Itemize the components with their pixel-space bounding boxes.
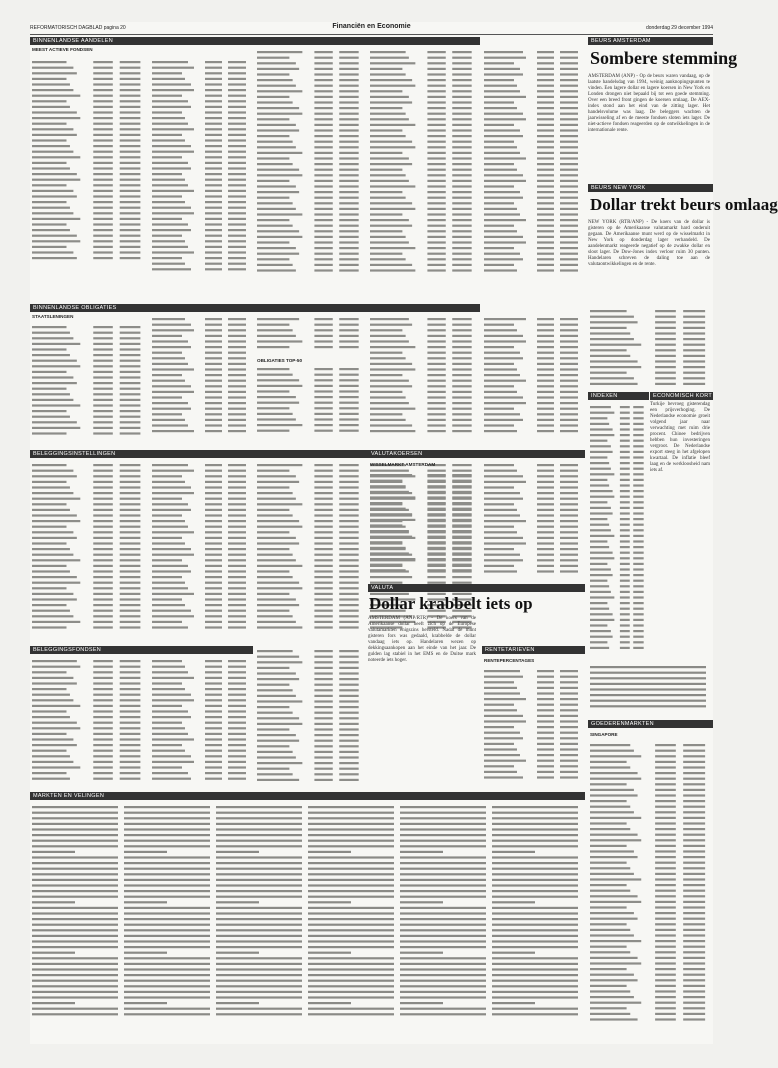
aandelen-table-5 [482,47,582,297]
masthead-date: donderdag 29 december 1994 [646,25,713,31]
valutakoersen-table-1 [368,470,476,580]
newspaper-page [30,22,778,1044]
aandelen-table-2 [150,47,250,297]
beleggingsfondsen-table-2 [150,656,250,786]
section-beurs-newyork: BEURS NEW YORK [588,184,713,192]
renten-header: RENTEPERCENTAGES [484,658,535,663]
bottom-right-text [588,662,710,712]
masthead-title: Financiën en Economie [332,23,411,30]
indexen-table [588,402,646,652]
valutakoersen-table-2 [482,460,582,580]
obligaties-table-5 [482,314,582,444]
amerikaanse-koersen-table [588,306,710,386]
valuta-header: WISSELMARKT AMSTERDAM [370,462,436,467]
amsterdam-body: AMSTERDAM (ANP) - Op de beurs waren vandaag, op de laatste handelsdag van 1994, weinig aanknopingspunten te vinden. Een lagere dollar en lagere koersen in New York en Londen drongen niet bepaald bij tot een goede stemming. Over een breed front gingen de koersen omlaag. De AEX-index stond aan het eind van de zitting lager. Het handelsvolume was laag. De beleggers wachten de jaarwisseling af en de meeste fondsen sloten iets lager. De niet-actieve fondsen reageerden op de ontwikkelingen in de internationale rente. [588,74,710,133]
amsterdam-headline: Sombere stemming [590,48,738,68]
valuta-body-col1: AMSTERDAM (ANP/RTR) - De koers van de Amerikaanse dollar heeft zich op de Europese valutamarkten enigszins hersteld. Nadat de munt gisteren fors was gedaald, krabbelde de dollar vandaag iets op. Handelaren wezen op dekkingsaankopen aan het einde van het jaar. De gulden lag stabiel in het EMS en de Duitse mark noteerde iets hoger. [368,616,476,663]
obligaties-table-2 [150,314,250,444]
beleggingsinstellingen-table-3 [255,460,363,640]
valuta-headline: Dollar krabbelt iets op [369,594,533,613]
section-indexen: INDEXEN [588,392,649,400]
meest-actieve-label: MEEST ACTIEVE FONDSEN [32,47,93,52]
newyork-body: NEW YORK (RTR/ANP) - De koers van de dollar is gisteren op de Amerikaanse valutamarkt hard onderuit gegaan. De Amerikaanse munt werd op de wisselmarkt in New York op donderdag lager verhandeld. De aandelenmarkt reageerde negatief op de zwakke dollar en sloot lager. De Dow-Jones index verloor ruim 30 punten. Handelaren schreven de daling toe aan de valutaontwikkelingen en de rente. [588,220,710,267]
markten-text-columns [30,802,582,1042]
goederenmarkten-table [588,740,710,1040]
rentetarieven-table [482,666,582,786]
masthead [30,22,713,35]
section-binnenlandse-obligaties: BINNENLANDSE OBLIGATIES [30,304,480,312]
section-valutakoersen: VALUTAKOERSEN [368,450,585,458]
section-beurs-amsterdam: BEURS AMSTERDAM [588,37,713,45]
staatsleningen-table [30,314,145,444]
beleggingsfondsen-table-1 [30,656,145,786]
masthead-left: REFORMATORISCH DAGBLAD pagina 20 [30,25,126,31]
beleggingsinstellingen-table-2 [150,460,250,640]
aandelen-table-4 [368,47,476,297]
section-binnenlandse-aandelen: BINNENLANDSE AANDELEN [30,37,480,45]
section-economisch-kort: ECONOMISCH KORT [650,392,713,400]
newyork-headline: Dollar trekt beurs omlaag [590,195,778,214]
section-beleggingsfondsen: BELEGGINGSFONDSEN [30,646,253,654]
meest-actieve-fondsen-table [30,47,145,297]
section-beleggingsinstellingen: BELEGGINGSINSTELLINGEN [30,450,480,458]
staatsleningen-label: STAATSLENINGEN [32,314,74,319]
section-rentetarieven: RENTETARIEVEN [482,646,585,654]
section-markten: MARKTEN EN VELINGEN [30,792,585,800]
goederen-header: SINGAPORE [590,732,618,737]
beleggingsfondsen-table-3 [255,646,363,786]
aandelen-table-3 [255,47,363,297]
section-valuta: VALUTA [368,584,585,592]
obligaties-table-4 [368,314,476,444]
obligaties-top50-label: OBLIGATIES TOP-50 [257,358,303,363]
economisch-kort-body: Turkije bevroeg gisterendag een prijsverhoging. De Nederlandse economie groeit volgend jaar naar verwachting met ruim drie procent. Chinee bedrijven hebben hun investeringen vergroot. De Nederlandse export steeg in het afgelopen kwartaal. De inflatie bleef laag en de werkloosheid nam iets af. [650,402,710,473]
section-goederenmarkten: GOEDERENMARKTEN [588,720,713,728]
obligaties-top50-table [255,314,363,444]
beleggingsinstellingen-table-1 [30,460,145,640]
